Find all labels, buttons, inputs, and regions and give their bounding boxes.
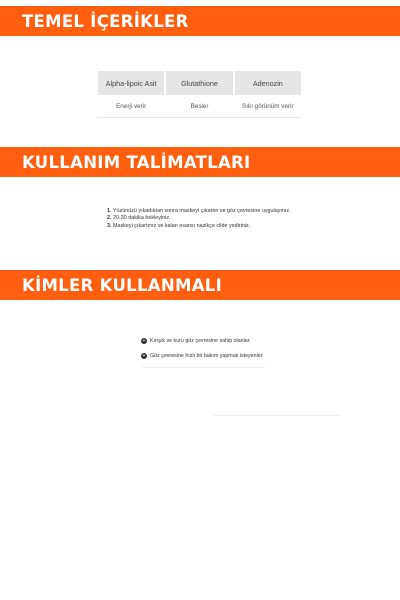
ingredient-value-adenozin: Sıkı görünüm verir — [242, 102, 294, 110]
who-banner — [0, 270, 400, 300]
ingredient-value-alpha-lipoic: Enerji verir — [116, 102, 147, 110]
instructions-title: KULLANIM TALİMATLARI — [22, 152, 251, 172]
step-number: 3. — [107, 222, 112, 229]
step-number: 1. — [107, 208, 112, 214]
divider — [213, 415, 341, 416]
list-item — [141, 348, 266, 363]
ingredient-header-adenozin: Adenozin — [235, 71, 301, 95]
step-text: Yüzünüzü yıkadıktan sonra maskeyi çıkartın ve göz çevresine uygulayınız. — [112, 208, 291, 214]
ingredient-value-glutathione: Besler — [190, 102, 209, 110]
ingredient-header-glutathione: Glutathione — [166, 71, 232, 95]
instruction-step — [107, 208, 291, 215]
instruction-step — [107, 223, 291, 230]
step-text: Maskeyi çıkartınız ve kalan esansı nazikçe cilde yediriniz. — [113, 222, 251, 229]
ingredients-title: TEMEL İÇERİKLER — [22, 11, 189, 31]
divider — [141, 367, 266, 368]
ingredients-header-row — [98, 71, 301, 95]
who-item-text: Göz çevresine hızlı bir bakım yapmak isteyenler. — [150, 352, 264, 359]
ingredients-table — [98, 71, 301, 118]
instructions-banner — [0, 147, 400, 177]
step-number: 2. — [107, 215, 112, 222]
plus-circle-icon: + — [142, 337, 146, 344]
step-text: 20-30 dakika bekleyiniz. — [113, 215, 171, 222]
instructions-list — [107, 208, 291, 230]
ingredient-header-alpha-lipoic: Alpha-lipoic Asit — [98, 71, 164, 95]
ingredients-value-row — [98, 95, 301, 118]
list-item — [141, 333, 266, 348]
who-list — [141, 333, 266, 368]
instruction-step — [107, 215, 291, 222]
plus-circle-icon: + — [142, 352, 146, 359]
who-title: KİMLER KULLANMALI — [22, 275, 223, 295]
who-item-text: Kırışık ve kuru göz çevresine sahip olanlar. — [150, 337, 251, 344]
ingredients-banner — [0, 6, 400, 36]
